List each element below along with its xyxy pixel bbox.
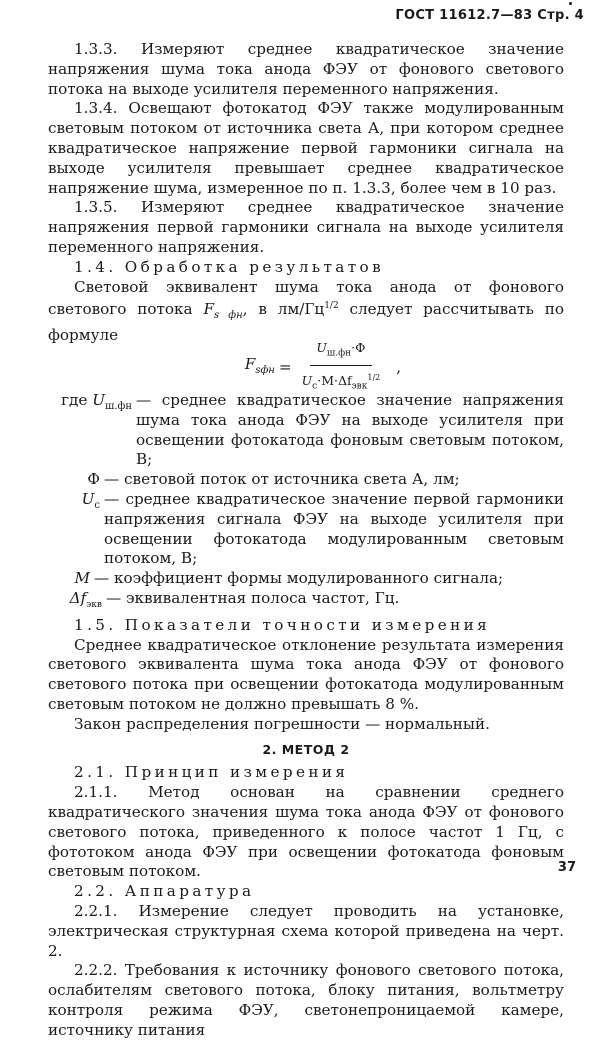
definition-bandwidth: $\Delta f_{экв}$ — эквивалентная полоса частот, Гц. — [69, 589, 400, 611]
paragraph-2-2-1: 2.2.1. Измерение следует проводить на установке, электрическая структурная схема которой приведена на черт. 2. — [48, 902, 564, 960]
paragraph-1-3-4: 1.3.4. Освещают фотокатод ФЭУ также модулированным световым потоком от источника света А, при котором среднее квадратическое напряжение первой гармоники сигнала на выходе усилителя превышает среднее квадратическое напряжение шума, измеренное по п. 1.3.3, более чем в 10 раз. — [48, 99, 564, 197]
print-speck — [569, 2, 572, 5]
paragraph-1-3-5: 1.3.5. Измеряют среднее квадратическое значение напряжения первой гармоники сигнала на выходе усилителя переменного напряжения. — [48, 198, 564, 256]
page-body — [48, 40, 564, 1041]
paragraph-2-2-2: 2.2.2. Требования к источнику фонового светового потока, ослабителям светового потока, блоку питания, вольтметру контроля режима ФЭУ, светонепроницаемой камере, источнику питания — [48, 961, 564, 1039]
definition-flux: Ф — световой поток от источника света А, лм; — [87, 470, 460, 489]
paragraph-1-5-b: Закон распределения погрешности — нормальный. — [74, 714, 490, 733]
formula-fraction: $\frac{U_{ш.фн}\cdot Ф}{U_с\cdot M\cdot\Delta f_{эвк}^{1/2}}$ — [301, 340, 381, 393]
heading-1-5: 1.5. Показатели точности измерения — [74, 615, 491, 634]
heading-2-1: 2.1. Принцип измерения — [74, 763, 349, 782]
definition-U-noise: где $U_{ш.фн}$ — среднее квадратическое значение напряжения шума тока анода ФЭУ на выходе усилителя при освещении фотокатода фоновым световым потоком, В; — [61, 391, 564, 469]
heading-1-4: 1.4. Обработка результатов — [74, 257, 385, 276]
paragraph-1-5-a: Среднее квадратическое отклонение результата измерения светового эквивалента шума тока анода ФЭУ от фонового светового потока при освещении фотокатода модулированным световым потоком не должно превышать 8 %. — [48, 635, 564, 714]
section-title-method-2: 2. МЕТОД 2 — [262, 741, 350, 757]
paragraph-1-4: Световой эквивалент шума тока анода от фонового светового потока $F_{s фн}$, в $лм/Гц^{1/2}$ следует рассчитывать по формуле — [48, 277, 565, 345]
paragraph-1-3-3: 1.3.3. Измеряют среднее квадратическое значение напряжения шума тока анода ФЭУ от фонового светового потока на выходе усилителя переменного напряжения. — [48, 40, 564, 98]
paragraph-2-1-1: 2.1.1. Метод основан на сравнении среднего квадратического значения шума тока анода ФЭУ от фонового светового потока, приведенного к полосе частот 1 Гц, с фототоком анода ФЭУ при освещении фотокатода фоновым световым потоком. — [48, 783, 564, 881]
page-number: 37 — [557, 860, 576, 875]
page-header: ГОСТ 11612.7—83 Стр. 4 — [395, 8, 584, 23]
noise-equivalent-formula: $F_{sфн}$ = $\frac{U_{ш.фн}\cdot Ф}{U_с\cdot M\cdot\Delta f_{эвк}^{1/2}}$ , — [82, 349, 564, 387]
heading-2-2: 2.2. Аппаратура — [74, 882, 255, 901]
definition-M: M — коэффициент формы модулированного сигнала; — [74, 569, 504, 588]
definition-U-signal: $U_с$ — среднее квадратическое значение первой гармоники напряжения сигнала ФЭУ на выходе усилителя при освещении фотокатода модулированным световым потоком, В; — [81, 490, 564, 568]
